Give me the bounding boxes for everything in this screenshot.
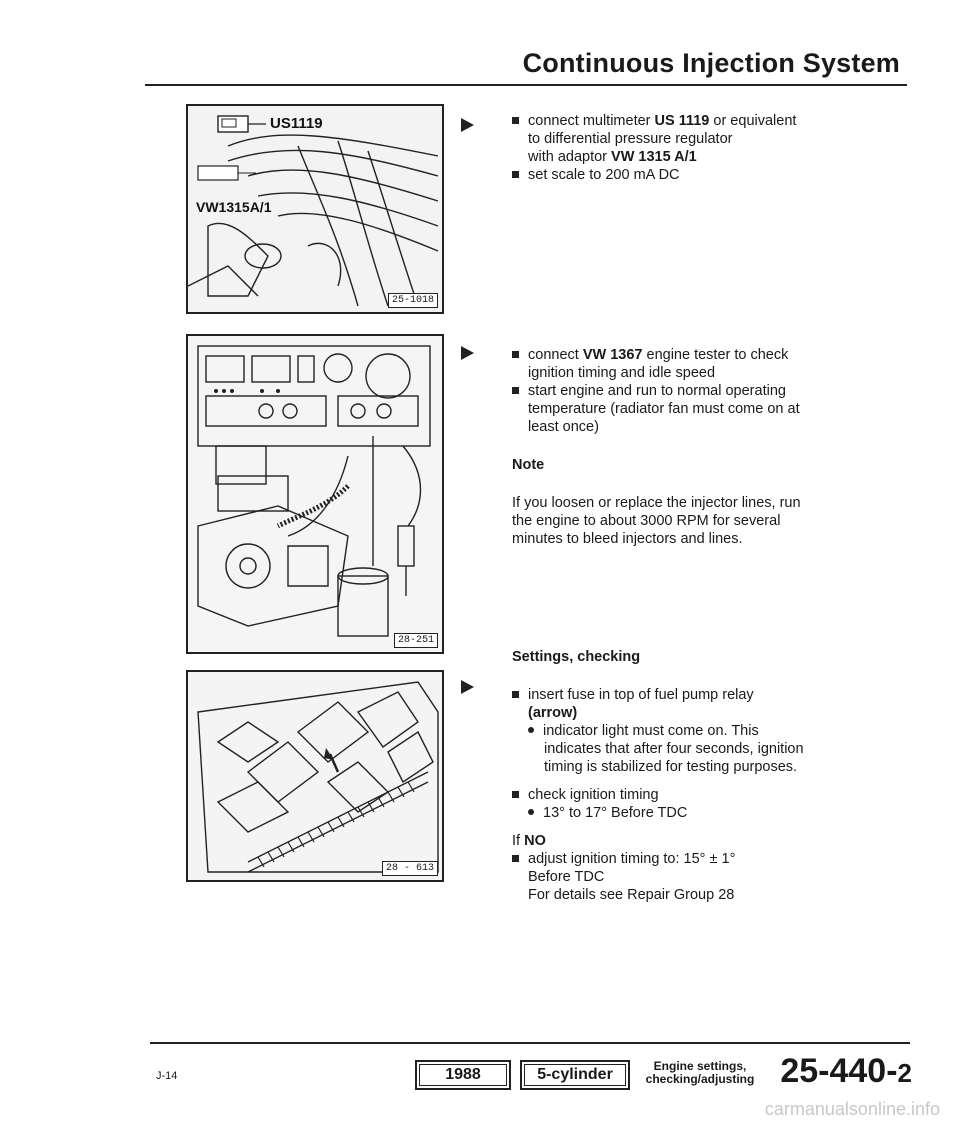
note-line: the engine to about 3000 RPM for several [512,513,781,529]
step-line: least once) [528,419,599,435]
figure-multimeter-connection [186,104,444,314]
step-line: temperature (radiator fan must come on at [528,401,800,417]
bullet-square-icon [512,117,519,124]
engine-tester-illustration [188,336,442,652]
step-line: indicates that after four seconds, ignition [544,741,804,757]
step-line: start engine and run to normal operating [512,382,872,400]
page-title: Continuous Injection System [522,48,900,78]
figure-label: 28-251 [394,633,438,648]
instruction-block-2 [512,346,872,548]
figure-label: 25-1018 [388,293,438,308]
figure-fuse-relay-panel [186,670,444,882]
header-rule [145,84,907,86]
step-line: insert fuse in top of fuel pump relay [512,686,872,704]
bullet-square-icon [512,171,519,178]
step-line: connect VW 1367 engine tester to check [512,346,872,364]
step-line: with adaptor VW 1315 A/1 [528,149,697,165]
step-line: set scale to 200 mA DC [512,166,872,184]
step-line: connect multimeter US 1119 or equivalent [512,112,872,130]
pointer-arrow-icon [461,346,474,360]
instruction-block-1 [512,112,872,184]
step-line: indicator light must come on. This [512,722,872,740]
bullet-dot-icon [528,727,534,733]
model-year-box: 1988 [415,1060,511,1090]
figure-label: 28 - 613 [382,861,438,876]
footer-rule [150,1042,910,1044]
engine-illustration [188,106,442,312]
bullet-square-icon [512,351,519,358]
note-line: minutes to bleed injectors and lines. [512,531,743,547]
bullet-square-icon [512,791,519,798]
step-line: timing is stabilized for testing purposes. [544,759,798,775]
step-line: For details see Repair Group 28 [528,887,735,903]
footer-code: J-14 [156,1070,178,1082]
relay-panel-illustration [188,672,442,880]
bullet-square-icon [512,691,519,698]
bullet-square-icon [512,387,519,394]
pointer-arrow-icon [461,118,474,132]
section-heading: Settings, checking [512,649,641,665]
watermark-text: carmanualsonline.info [764,1099,940,1119]
footer-description: Engine settings, checking/adjusting [645,1059,755,1086]
step-line: to differential pressure regulator [528,131,733,147]
pointer-arrow-icon [461,680,474,694]
bullet-dot-icon [528,809,534,815]
bullet-square-icon [512,855,519,862]
step-line: ignition timing and idle speed [528,365,716,381]
step-line: 13° to 17° Before TDC [512,804,872,822]
figure-engine-tester [186,334,444,654]
step-line: adjust ignition timing to: 15° ± 1° [512,850,872,868]
instruction-block-3 [512,648,872,904]
engine-type-box: 5-cylinder [520,1060,630,1090]
step-line: Before TDC [528,869,605,885]
step-line: check ignition timing [512,786,872,804]
condition-line: If NO [512,833,546,849]
callout-us1119: US1119 [270,115,323,132]
note-heading: Note [512,457,545,473]
step-line: (arrow) [528,705,578,721]
note-line: If you loosen or replace the injector lines, run [512,495,801,511]
page-number: 25-440-2 [780,1052,912,1090]
callout-vw1315a1: VW1315A/1 [196,199,272,215]
